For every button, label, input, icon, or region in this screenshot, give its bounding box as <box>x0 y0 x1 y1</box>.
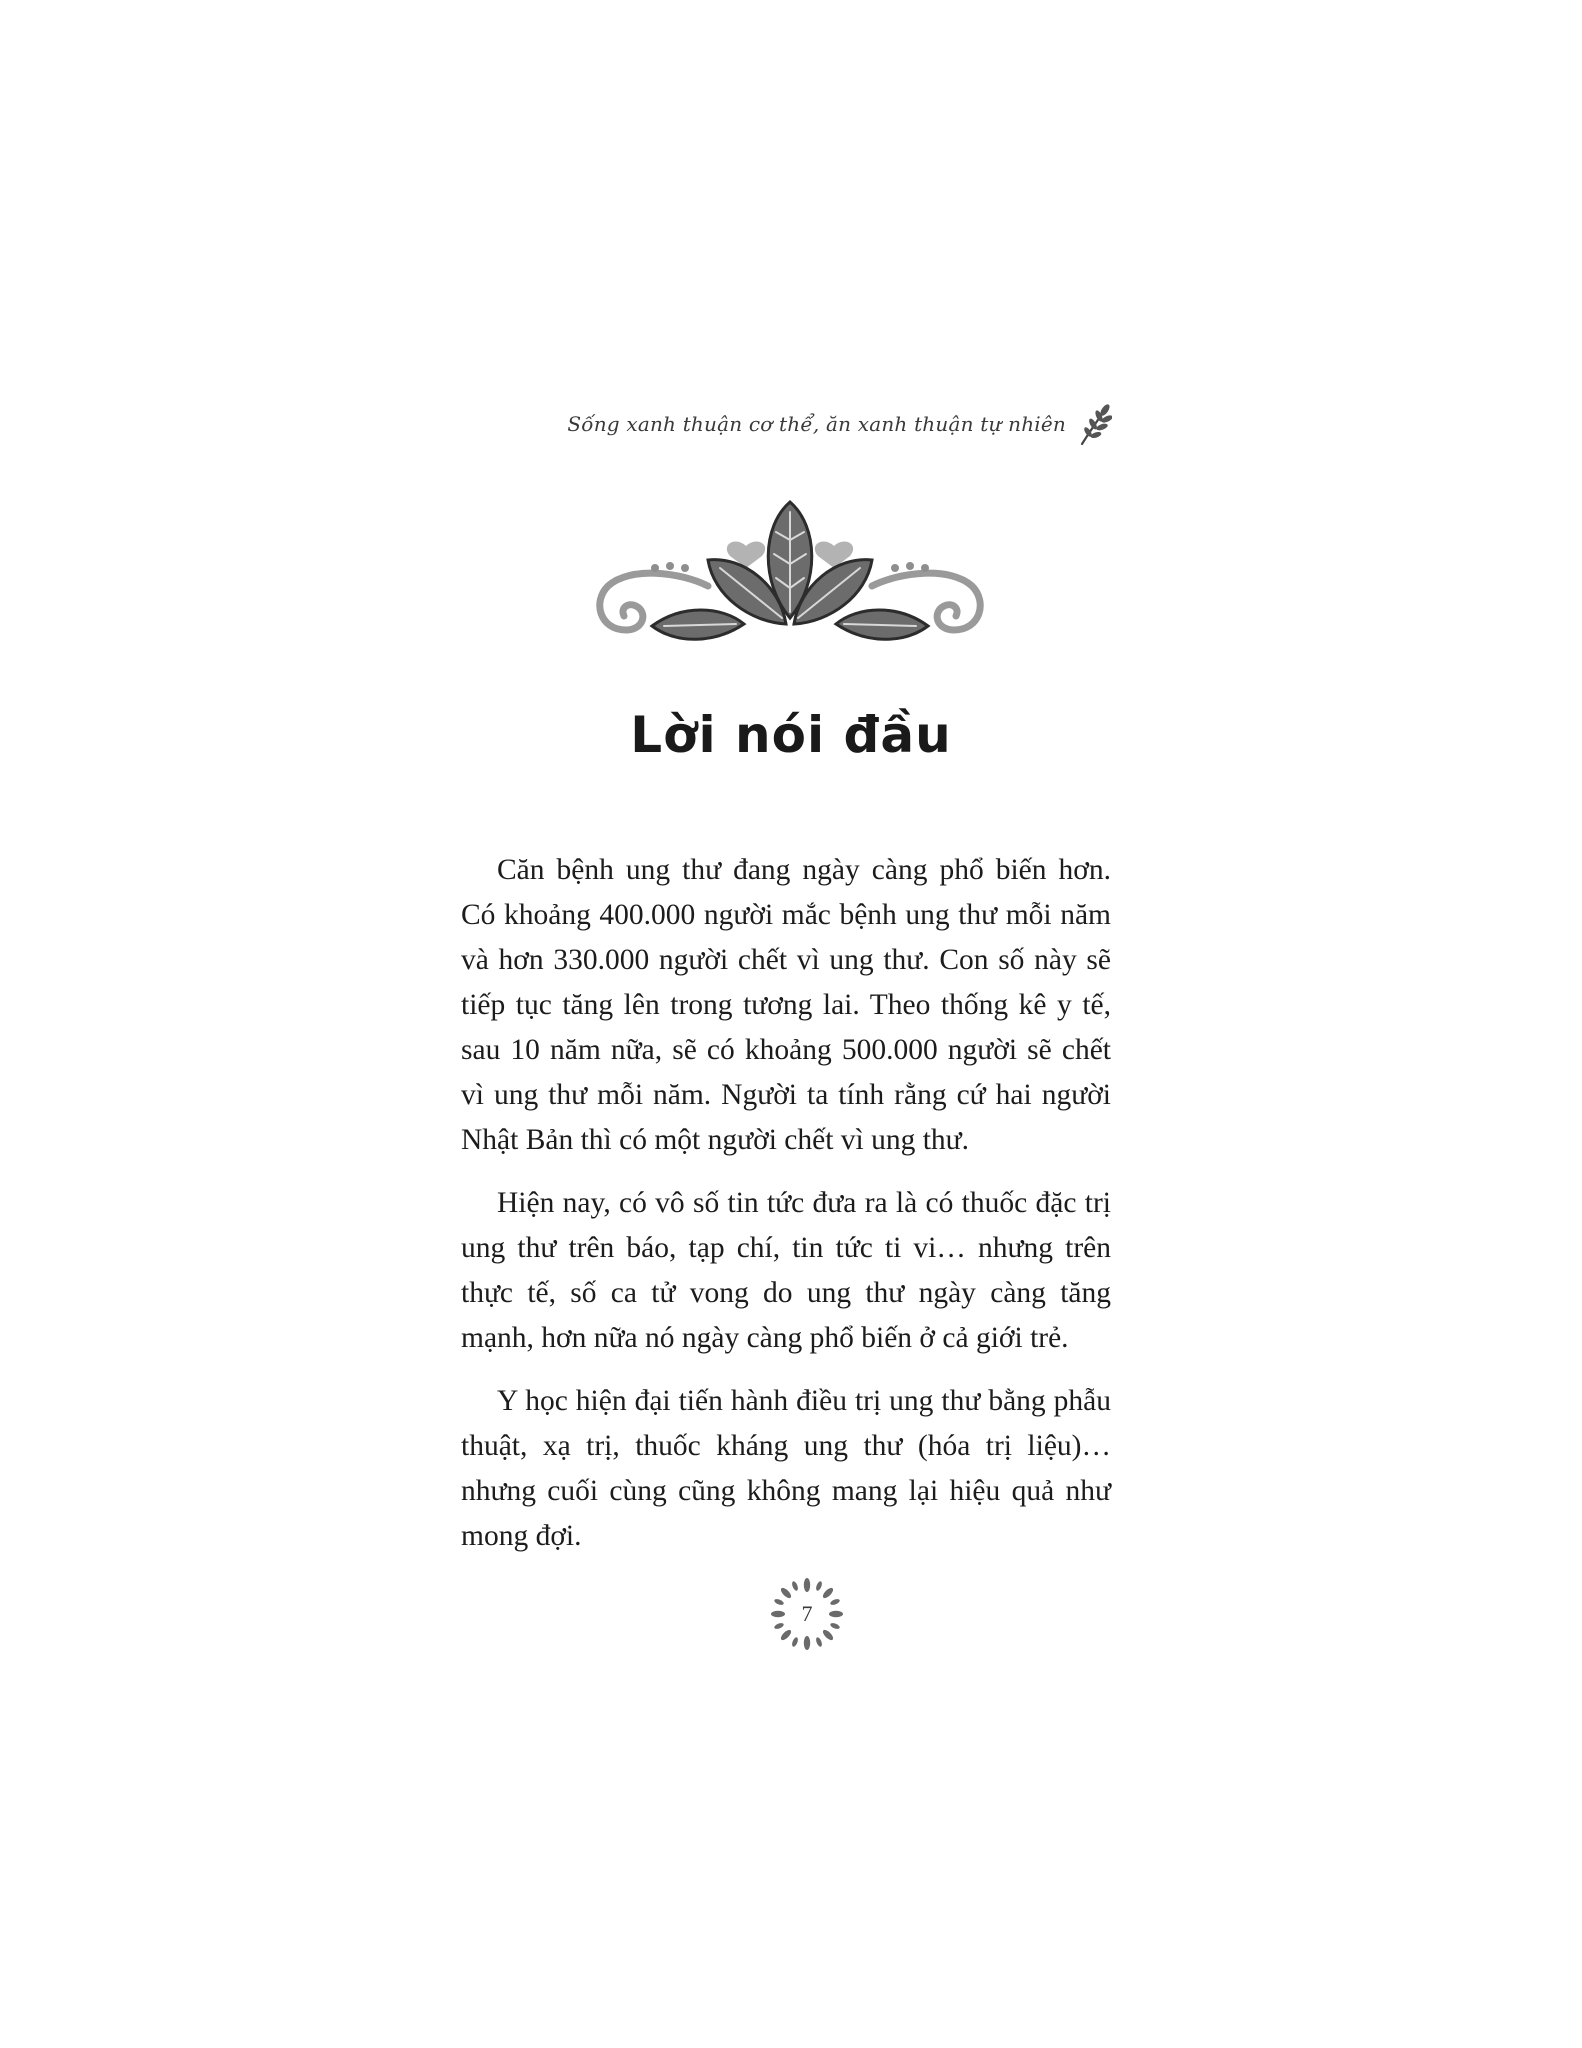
body-text <box>461 848 1111 1577</box>
page-number: 7 <box>801 1601 813 1626</box>
leaf-ornament-icon <box>590 500 990 650</box>
running-header <box>567 402 1112 446</box>
chapter-title: Lời nói đầu <box>630 706 952 764</box>
body-paragraph: Y học hiện đại tiến hành điều trị ung thư bằng phẫu thuật, xạ trị, thuốc kháng ung thư (hóa trị liệu)… nhưng cuối cùng cũng không mang lại hiệu quả như mong đợi. <box>461 1385 1111 1552</box>
running-header-text: Sống xanh thuận cơ thể, ăn xanh thuận tự nhiên <box>567 412 1066 436</box>
wheat-sprig-icon <box>1078 402 1112 446</box>
body-paragraph: Căn bệnh ung thư đang ngày càng phổ biến hơn. Có khoảng 400.000 người mắc bệnh ung thư mỗi năm và hơn 330.000 người chết vì ung thư. Con số này sẽ tiếp tục tăng lên trong tương lai. Theo thống kê y tế, sau 10 năm nữa, sẽ có khoảng 500.000 người sẽ chết vì ung thư mỗi năm. Người ta tính rằng cứ hai người Nhật Bản thì có một người chết vì ung thư. <box>461 854 1111 1156</box>
page-folio <box>771 1578 843 1650</box>
body-paragraph: Hiện nay, có vô số tin tức đưa ra là có thuốc đặc trị ung thư trên báo, tạp chí, tin tức ti vi… nhưng trên thực tế, số ca tử vong do ung thư ngày càng tăng mạnh, hơn nữa nó ngày càng phổ biến ở cả giới trẻ. <box>461 1187 1111 1354</box>
